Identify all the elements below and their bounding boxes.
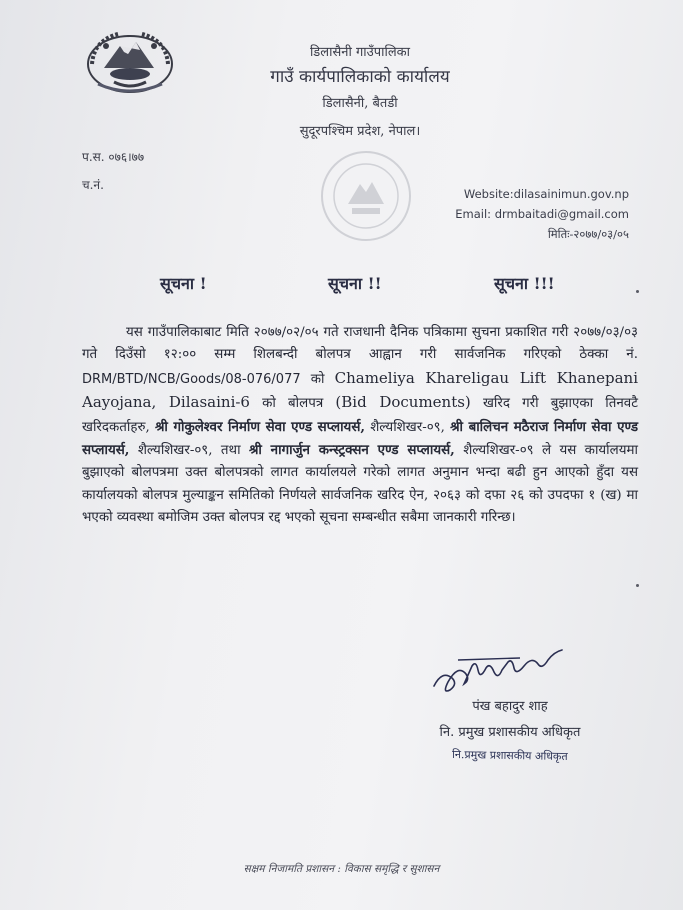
bidder-3-name: श्री नागार्जुन कन्स्ट्रक्सन एण्ड सप्लायर्स, — [248, 442, 455, 459]
body-bidders-intro: खरिद गरी बुझाएका तिनवटै खरिदकर्ताहरु, — [82, 396, 638, 435]
notice-heading-3: सूचना !!! — [494, 274, 555, 293]
notice-body — [82, 322, 638, 530]
issue-date: मितिः-२०७७/०३/०५ — [547, 227, 629, 241]
notice-heading-2: सूचना !! — [328, 274, 382, 293]
bidder-1-location: शैल्यशिखर-०९, — [370, 419, 445, 435]
contract-number: DRM/BTD/NCB/Goods/08-076/077 — [82, 371, 301, 387]
province-country: सुदूरपश्चिम प्रदेश, नेपाल। — [299, 124, 421, 139]
body-intro: यस गाउँपालिकाबाट मिति २०७७/०२/०५ गते राजधानी दैनिक पत्रिकामा सुचना प्रकाशित गरी २०७७/०३/०३ गते दिउँसो १२:०० सम्म शिलबन्दी बोलपत्र आह्वान गरी सार्वजनिक गरिएको ठेक्का नं. — [82, 325, 638, 363]
signatory-title: नि. प्रमुख प्रशासकीय अधिकृत — [439, 725, 581, 740]
paper-speck — [636, 584, 639, 587]
signatory-name: पंख बहादुर शाह — [472, 699, 548, 714]
bidder-2-location: शैल्यशिखर-०९, तथा — [137, 443, 241, 459]
nepal-emblem-icon — [84, 24, 176, 96]
bidder-2-name: श्री बालिचन मठैराज निर्माण सेवा एण्ड सप्लायर्स, — [82, 418, 638, 459]
office-stamp-icon — [318, 148, 414, 244]
body-connector-1: को — [310, 371, 325, 387]
office-location: डिलासैनी, बैतडी — [322, 96, 398, 111]
contact-info — [455, 184, 629, 244]
signatory-block — [380, 696, 640, 763]
municipality-name: डिलासैनी गाउँपालिका — [309, 45, 411, 60]
designation-seal: नि.प्रमुख प्रशासकीय अधिकृत — [452, 747, 568, 764]
dispatch-number: च.नं. — [82, 178, 104, 192]
paper-speck — [636, 290, 639, 293]
email-text: Email: drmbaitadi@gmail.com — [455, 207, 629, 221]
bidder-1-name: श्री गोकुलेश्वर निर्माण सेवा एण्ड सप्लायर्स, — [154, 418, 366, 435]
signature-icon — [428, 640, 568, 700]
website-text: Website:dilasainimun.gov.np — [463, 187, 629, 201]
letter-number: प.स. ०७६।७७ — [82, 150, 145, 164]
body-connector-2: को बोलपत्र — [262, 396, 324, 412]
bid-documents-label: (Bid Documents) — [335, 393, 471, 412]
notice-heading-1: सूचना ! — [160, 274, 207, 293]
body-conclusion: शैल्यशिखर-०९ ले यस कार्यालयमा बुझाएको बोलपत्रमा उक्त बोलपत्रको लागत कार्यालयले गरेको लागत अनुमान भन्दा बढी हुन आएको हुँदा यस कार्यालयको बोलपत्र मुल्याङ्कन समितिको निर्णयले सार्वजनिक खरिद ऐन, २०६३ को दफा २६ को उपदफा १ (ख) मा भएको व्यवस्था बमोजिम उक्त बोलपत्र रद्द भएको सूचना सम्बन्धीत सबैमा जानकारी गरिन्छ। — [82, 443, 638, 526]
footer-motto: सक्षम निजामति प्रशासन : विकास समृद्धि र सुशासन — [243, 863, 440, 875]
office-name: गाउँ कार्यपालिकाको कार्यालय — [270, 67, 450, 87]
project-name: Chameliya Khareligau Lift Khanepani Aayojana, Dilasaini-6 — [82, 368, 638, 412]
office-header — [200, 42, 520, 139]
